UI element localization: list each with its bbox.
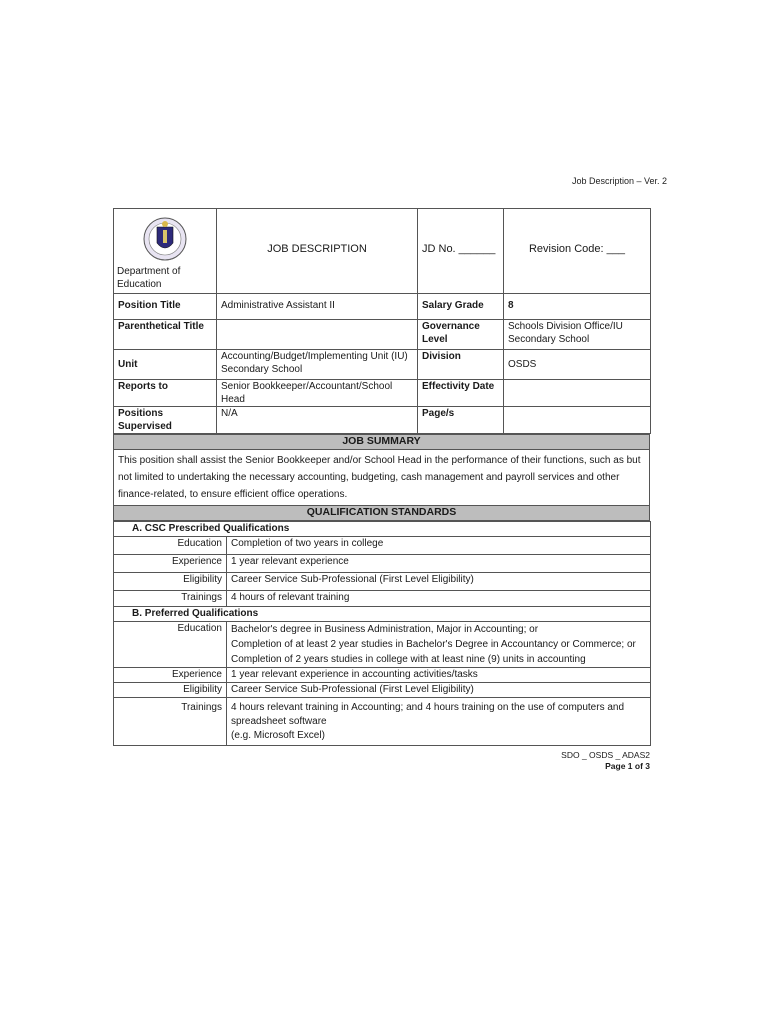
csc-qualifications-label: A. CSC Prescribed Qualifications <box>114 522 651 537</box>
qualification-standards-heading: QUALIFICATION STANDARDS <box>114 506 650 521</box>
division-value: OSDS <box>504 350 651 380</box>
csc-experience-label: Experience <box>114 555 227 573</box>
page-footer <box>561 750 650 772</box>
preferred-trainings-line-2: (e.g. Microsoft Excel) <box>231 730 325 741</box>
jd-number: JD No. ______ <box>418 209 504 294</box>
position-title-label: Position Title <box>114 294 217 320</box>
positions-supervised-value: N/A <box>217 407 418 434</box>
deped-seal-icon <box>142 213 188 271</box>
csc-eligibility-value: Career Service Sub-Professional (First Level Eligibility) <box>227 573 651 591</box>
logo-cell <box>114 209 217 294</box>
salary-grade-label: Salary Grade <box>418 294 504 320</box>
job-summary-table <box>113 434 650 521</box>
csc-eligibility-label: Eligibility <box>114 573 227 591</box>
governance-level-line-1: Schools Division Office/IU <box>508 321 623 332</box>
preferred-education-label: Education <box>114 622 227 668</box>
page-number: Page 1 of 3 <box>605 761 650 771</box>
job-summary-heading: JOB SUMMARY <box>114 435 650 450</box>
job-description-form <box>113 208 650 746</box>
csc-experience-value: 1 year relevant experience <box>227 555 651 573</box>
form-title: JOB DESCRIPTION <box>217 209 418 294</box>
csc-trainings-value: 4 hours of relevant training <box>227 591 651 607</box>
reports-to-value: Senior Bookkeeper/Accountant/School Head <box>217 380 418 407</box>
csc-education-value: Completion of two years in college <box>227 537 651 555</box>
preferred-eligibility-label: Eligibility <box>114 683 227 698</box>
preferred-education-line-2: Completion of at least 2 year studies in Bachelor's Degree in Accountancy or Commerce; or <box>231 639 636 650</box>
job-summary-text: This position shall assist the Senior Bookkeeper and/or School Head in the performance of their functions, such as but not limited to undertaking the necessary accounting, budgeting, cash management and payroll services and other finance-related, to ensure efficient office operations. <box>114 450 650 506</box>
preferred-experience-value: 1 year relevant experience in accounting activities/tasks <box>227 668 651 683</box>
pages-value <box>504 407 651 434</box>
reports-to-label: Reports to <box>114 380 217 407</box>
csc-education-label: Education <box>114 537 227 555</box>
position-title-value: Administrative Assistant II <box>217 294 418 320</box>
unit-value <box>217 350 418 380</box>
preferred-education-line-3: Completion of 2 years studies in college with at least nine (9) units in accounting <box>231 654 586 665</box>
unit-line-2: Secondary School <box>221 364 303 375</box>
version-label: Job Description – Ver. 2 <box>572 176 668 186</box>
preferred-trainings-value <box>227 698 651 746</box>
csc-trainings-label: Trainings <box>114 591 227 607</box>
preferred-education-line-1: Bachelor's degree in Business Administration, Major in Accounting; or <box>231 624 539 635</box>
parenthetical-title-value <box>217 320 418 350</box>
effectivity-date-label: Effectivity Date <box>418 380 504 407</box>
parenthetical-title-label: Parenthetical Title <box>114 320 217 350</box>
pages-label: Page/s <box>418 407 504 434</box>
governance-level-line-2: Secondary School <box>508 334 590 345</box>
department-label: Department of Education <box>117 266 181 290</box>
governance-level-value <box>504 320 651 350</box>
unit-label: Unit <box>114 350 217 380</box>
document-code: SDO _ OSDS _ ADAS2 <box>561 750 650 760</box>
header-info-table <box>113 208 651 434</box>
effectivity-date-value <box>504 380 651 407</box>
preferred-trainings-line-1: 4 hours relevant training in Accounting; and 4 hours training on the use of computers and spreadsheet software <box>231 702 625 727</box>
preferred-trainings-label: Trainings <box>114 698 227 746</box>
salary-grade-value: 8 <box>504 294 651 320</box>
positions-supervised-label: Positions Supervised <box>114 407 217 434</box>
division-label: Division <box>418 350 504 380</box>
preferred-education-value <box>227 622 651 668</box>
unit-line-1: Accounting/Budget/Implementing Unit (IU) <box>221 351 408 362</box>
preferred-experience-label: Experience <box>114 668 227 683</box>
qualifications-table <box>113 521 651 746</box>
preferred-qualifications-label: B. Preferred Qualifications <box>114 607 651 622</box>
preferred-eligibility-value: Career Service Sub-Professional (First Level Eligibility) <box>227 683 651 698</box>
governance-level-label: Governance Level <box>418 320 504 350</box>
revision-code: Revision Code: ___ <box>504 209 651 294</box>
